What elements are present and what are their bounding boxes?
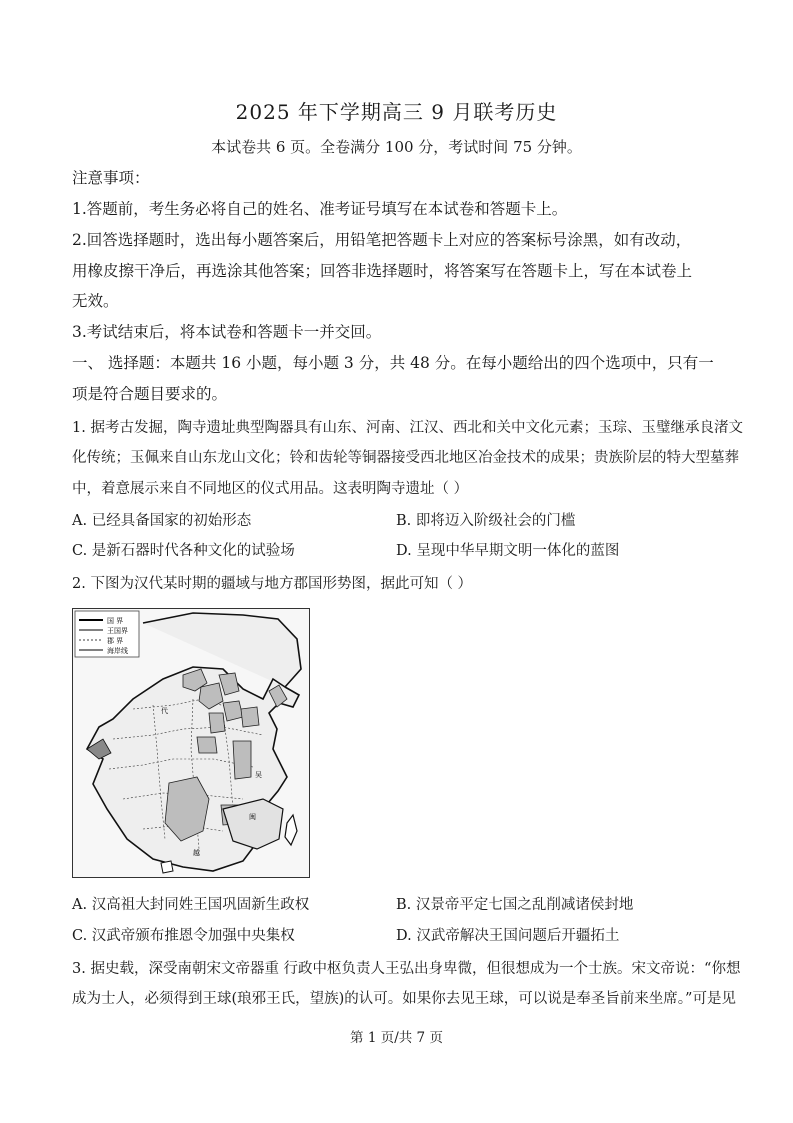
legend-label: 郡 界 bbox=[107, 637, 124, 645]
page-title: 2025 年下学期高三 9 月联考历史 bbox=[235, 100, 558, 124]
question-1-option-a[interactable]: A. 已经具备国家的初始形态 bbox=[72, 513, 252, 529]
page-footer: 第 1 页/共 7 页 bbox=[350, 1030, 443, 1046]
map-label: 代 bbox=[161, 707, 168, 715]
section-heading: 项是符合题目要求的。 bbox=[72, 385, 228, 403]
note-line: 3.考试结束后，将本试卷和答题卡一并交回。 bbox=[72, 323, 382, 341]
question-2-stem: 2. 下图为汉代某时期的疆域与地方郡国形势图，据此可知（ ） bbox=[72, 576, 473, 592]
question-1-option-b[interactable]: B. 即将迈入阶级社会的门槛 bbox=[396, 513, 576, 529]
han-dynasty-map bbox=[72, 608, 310, 878]
note-line: 无效。 bbox=[72, 292, 119, 310]
question-1-line: 中，着意展示来自不同地区的仪式用品。这表明陶寺遗址（ ） bbox=[72, 481, 469, 497]
question-2-option-d[interactable]: D. 汉武帝解决王国问题后开疆拓土 bbox=[396, 928, 620, 944]
legend-label: 海岸线 bbox=[107, 647, 128, 655]
page-subtitle: 本试卷共 6 页。全卷满分 100 分，考试时间 75 分钟。 bbox=[211, 138, 582, 156]
section-heading: 一、 选择题：本题共 16 小题，每小题 3 分，共 48 分。在每小题给出的四个选项中，只有一 bbox=[72, 354, 714, 372]
question-3-line: 3. 据史载，深受南朝宋文帝器重 行政中枢负责人王弘出身卑微，但很想成为一个士族。宋文帝说：“你想 bbox=[72, 961, 741, 977]
question-3-line: 成为士人，必须得到王球(琅邪王氏，望族)的认可。如果你去见王球，可以说是奉圣旨前来坐席。”可是见 bbox=[72, 991, 736, 1007]
note-line: 2.回答选择题时，选出每小题答案后，用铅笔把答题卡上对应的答案标号涂黑，如有改动， bbox=[72, 231, 692, 249]
legend-label: 王国界 bbox=[107, 627, 128, 635]
note-line: 1.答题前，考生务必将自己的姓名、准考证号填写在本试卷和答题卡上。 bbox=[72, 200, 568, 218]
question-2-option-c[interactable]: C. 汉武帝颁布推恩令加强中央集权 bbox=[72, 928, 295, 944]
question-1-option-c[interactable]: C. 是新石器时代各种文化的试验场 bbox=[72, 543, 295, 559]
question-1-line: 化传统；玉佩来自山东龙山文化；铃和齿轮等铜器接受西北地区冶金技术的成果；贵族阶层的特大型墓葬 bbox=[72, 450, 739, 466]
question-2-option-a[interactable]: A. 汉高祖大封同姓王国巩固新生政权 bbox=[72, 897, 310, 913]
note-line: 用橡皮擦干净后，再选涂其他答案；回答非选择题时，将答案写在答题卡上，写在本试卷上 bbox=[72, 262, 693, 280]
question-1-option-d[interactable]: D. 呈现中华早期文明一体化的蓝图 bbox=[396, 543, 620, 559]
map-label: 闽 bbox=[249, 813, 256, 821]
map-drawing bbox=[73, 609, 309, 877]
question-2-option-b[interactable]: B. 汉景帝平定七国之乱削减诸侯封地 bbox=[396, 897, 634, 913]
notes-heading: 注意事项： bbox=[72, 169, 150, 187]
question-1-line: 1. 据考古发掘，陶寺遗址典型陶器具有山东、河南、江汉、西北和关中文化元素；玉琮、玉璧继承良渚文 bbox=[72, 420, 743, 436]
legend-label: 国 界 bbox=[107, 617, 124, 625]
map-label: 越 bbox=[193, 849, 200, 857]
map-label: 吴 bbox=[255, 771, 262, 779]
